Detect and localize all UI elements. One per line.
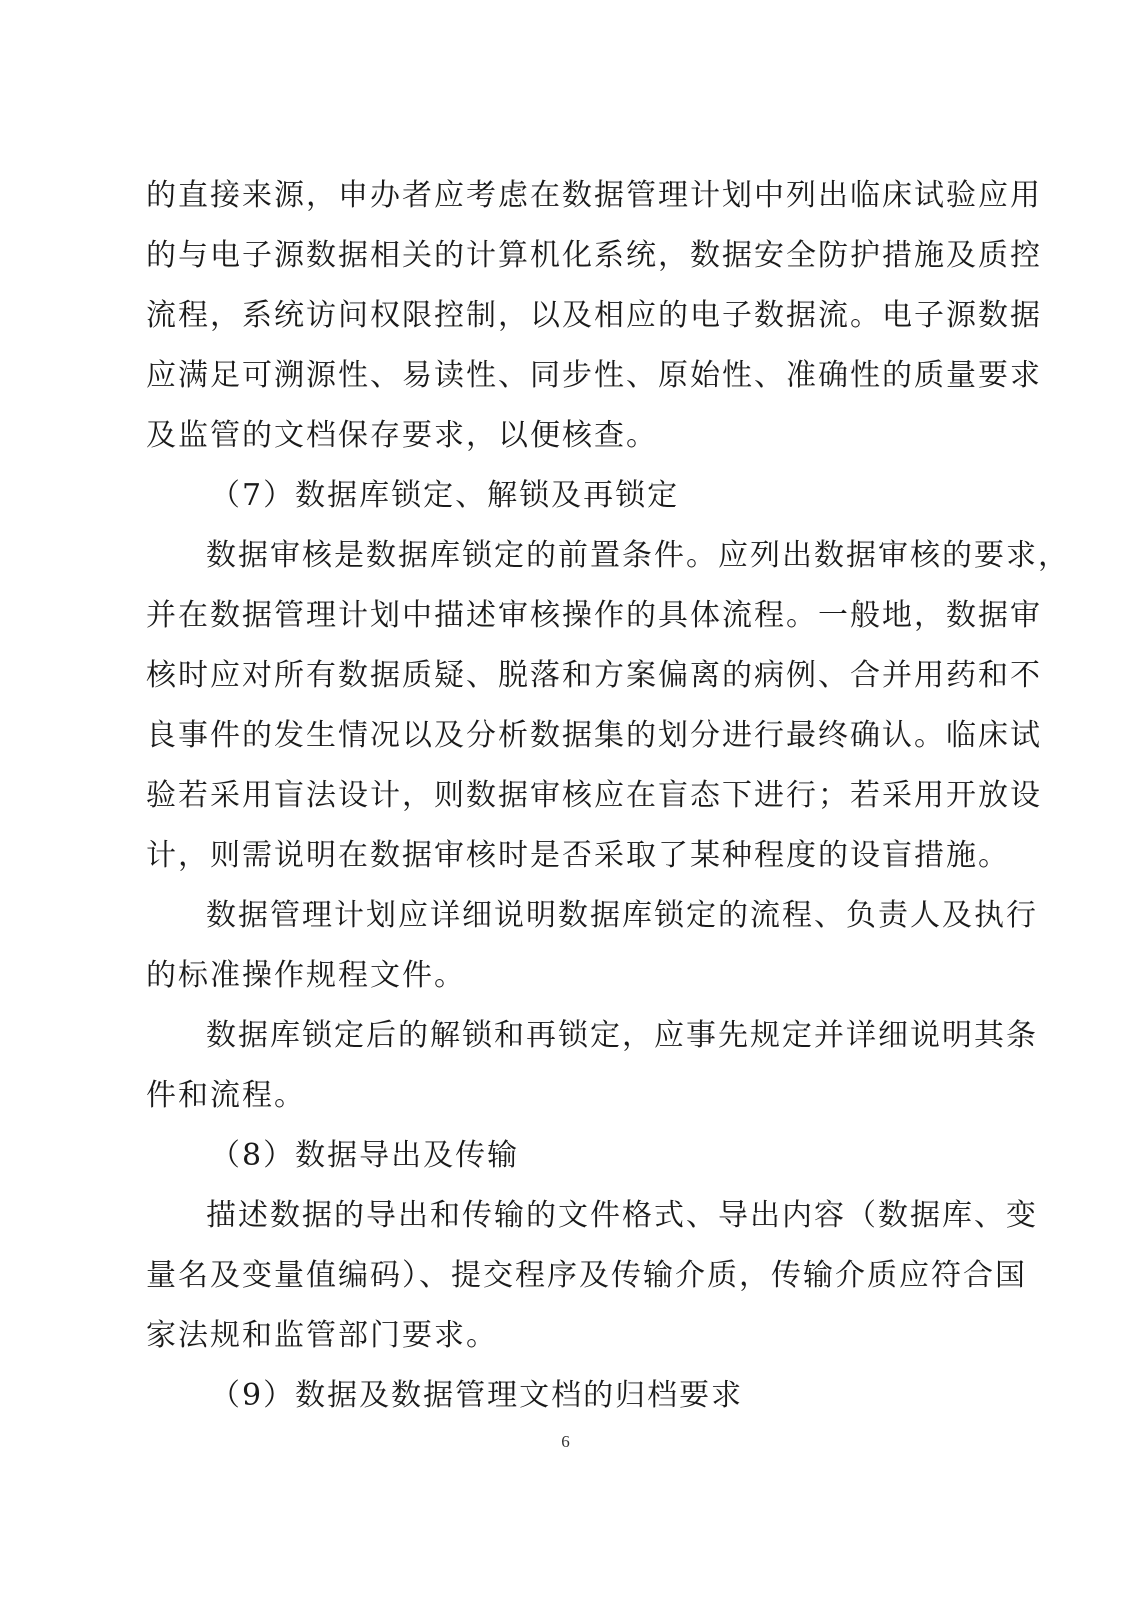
paragraph-line: 量名及变量值编码）、提交程序及传输介质，传输介质应符合国 <box>146 1258 1027 1293</box>
paragraph-line: 及监管的文档保存要求，以便核查。 <box>146 418 658 453</box>
paragraph-line: 验若采用盲法设计，则数据审核应在盲态下进行；若采用开放设 <box>146 778 1042 813</box>
section-heading: （8）数据导出及传输 <box>210 1138 520 1173</box>
paragraph-line: 并在数据管理计划中描述审核操作的具体流程。一般地，数据审 <box>146 598 1042 633</box>
paragraph-line: 良事件的发生情况以及分析数据集的划分进行最终确认。临床试 <box>146 718 1042 753</box>
paragraph-line: 数据审核是数据库锁定的前置条件。应列出数据审核的要求， <box>206 538 1070 573</box>
paragraph-line: 数据管理计划应详细说明数据库锁定的流程、负责人及执行 <box>206 898 1038 933</box>
paragraph-line: 的标准操作规程文件。 <box>146 958 466 993</box>
body-text <box>146 166 1070 1426</box>
paragraph-line: 的与电子源数据相关的计算机化系统，数据安全防护措施及质控 <box>146 238 1042 273</box>
page-number: 6 <box>561 1432 570 1451</box>
section-heading: （9）数据及数据管理文档的归档要求 <box>210 1378 744 1413</box>
paragraph-line: 流程，系统访问权限控制，以及相应的电子数据流。电子源数据 <box>146 298 1042 333</box>
paragraph-line: 计，则需说明在数据审核时是否采取了某种程度的设盲措施。 <box>146 838 1010 873</box>
paragraph-line: 家法规和监管部门要求。 <box>146 1318 498 1353</box>
section-heading: （7）数据库锁定、解锁及再锁定 <box>210 478 680 513</box>
paragraph-line: 核时应对所有数据质疑、脱落和方案偏离的病例、合并用药和不 <box>146 658 1042 693</box>
paragraph-line: 件和流程。 <box>146 1078 306 1113</box>
paragraph-line: 的直接来源，申办者应考虑在数据管理计划中列出临床试验应用 <box>146 178 1042 213</box>
paragraph-line: 数据库锁定后的解锁和再锁定，应事先规定并详细说明其条 <box>206 1018 1038 1053</box>
paragraph-line: 描述数据的导出和传输的文件格式、导出内容（数据库、变 <box>206 1198 1038 1233</box>
paragraph-line: 应满足可溯源性、易读性、同步性、原始性、准确性的质量要求 <box>146 358 1042 393</box>
